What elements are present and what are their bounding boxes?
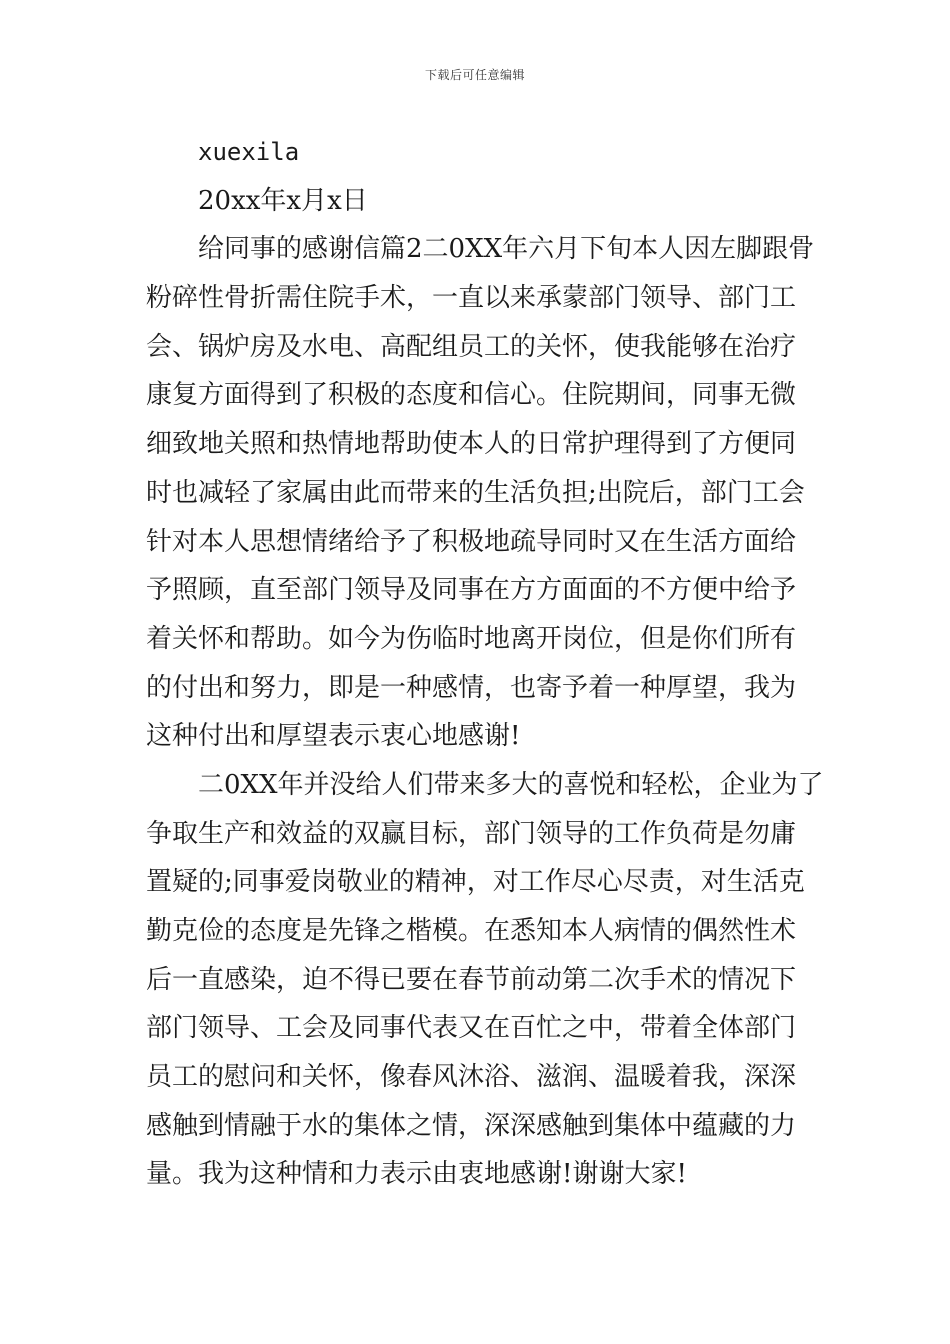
text-line: 针对本人思想情绪给予了积极地疏导同时又在生活方面给 xyxy=(146,526,797,557)
text-line: 粉碎性骨折需住院手术，一直以来承蒙部门领导、部门工 xyxy=(146,283,797,314)
paragraph-2 xyxy=(146,761,824,1199)
text-line: 的付出和努力，即是一种感情，也寄予着一种厚望，我为 xyxy=(146,672,797,703)
text-line: 部门领导、工会及同事代表又在百忙之中，带着全体部门 xyxy=(146,1013,797,1044)
text-line: 员工的慰问和关怀，像春风沐浴、滋润、温暖着我，深深 xyxy=(146,1062,797,1093)
text-line: 置疑的;同事爱岗敬业的精神，对工作尽心尽责，对生活克 xyxy=(146,867,805,898)
paragraph-1 xyxy=(146,225,815,761)
text-line: 勤克俭的态度是先锋之楷模。在悉知本人病情的偶然性术 xyxy=(146,916,797,946)
text-line: 这种付出和厚望表示衷心地感谢! xyxy=(146,721,521,752)
text-line: 细致地关照和热情地帮助使本人的日常护理得到了方便同 xyxy=(146,429,797,460)
text-line: 量。我为这种情和力表示由衷地感谢!谢谢大家! xyxy=(146,1159,687,1190)
text-line: 着关怀和帮助。如今为伤临时地离开岗位，但是你们所有 xyxy=(146,623,797,654)
text-line: 二0XX年并没给人们带来多大的喜悦和轻松，企业为了 xyxy=(198,769,824,800)
text-line: 给同事的感谢信篇2二0XX年六月下旬本人因左脚跟骨 xyxy=(198,234,815,265)
text-line: 会、锅炉房及水电、高配组员工的关怀，使我能够在治疗 xyxy=(146,331,797,362)
signature: xuexila xyxy=(198,138,300,166)
text-line: 时也减轻了家属由此而带来的生活负担;出院后，部门工会 xyxy=(146,477,805,508)
text-line: 后一直感染，迫不得已要在春节前动第二次手术的情况下 xyxy=(146,964,797,995)
text-line: 争取生产和效益的双赢目标，部门领导的工作负荷是勿庸 xyxy=(146,818,797,849)
date-line: 20xx年x月x日 xyxy=(198,185,368,216)
text-line: 予照顾，直至部门领导及同事在方方面面的不方便中给予 xyxy=(146,575,797,606)
text-line: 感触到情融于水的集体之情，深深感触到集体中蕴藏的力 xyxy=(146,1110,797,1141)
text-line: 康复方面得到了积极的态度和信心。住院期间，同事无微 xyxy=(146,380,797,411)
header-note: 下载后可任意编辑 xyxy=(424,68,525,82)
letter-body xyxy=(146,128,824,1199)
